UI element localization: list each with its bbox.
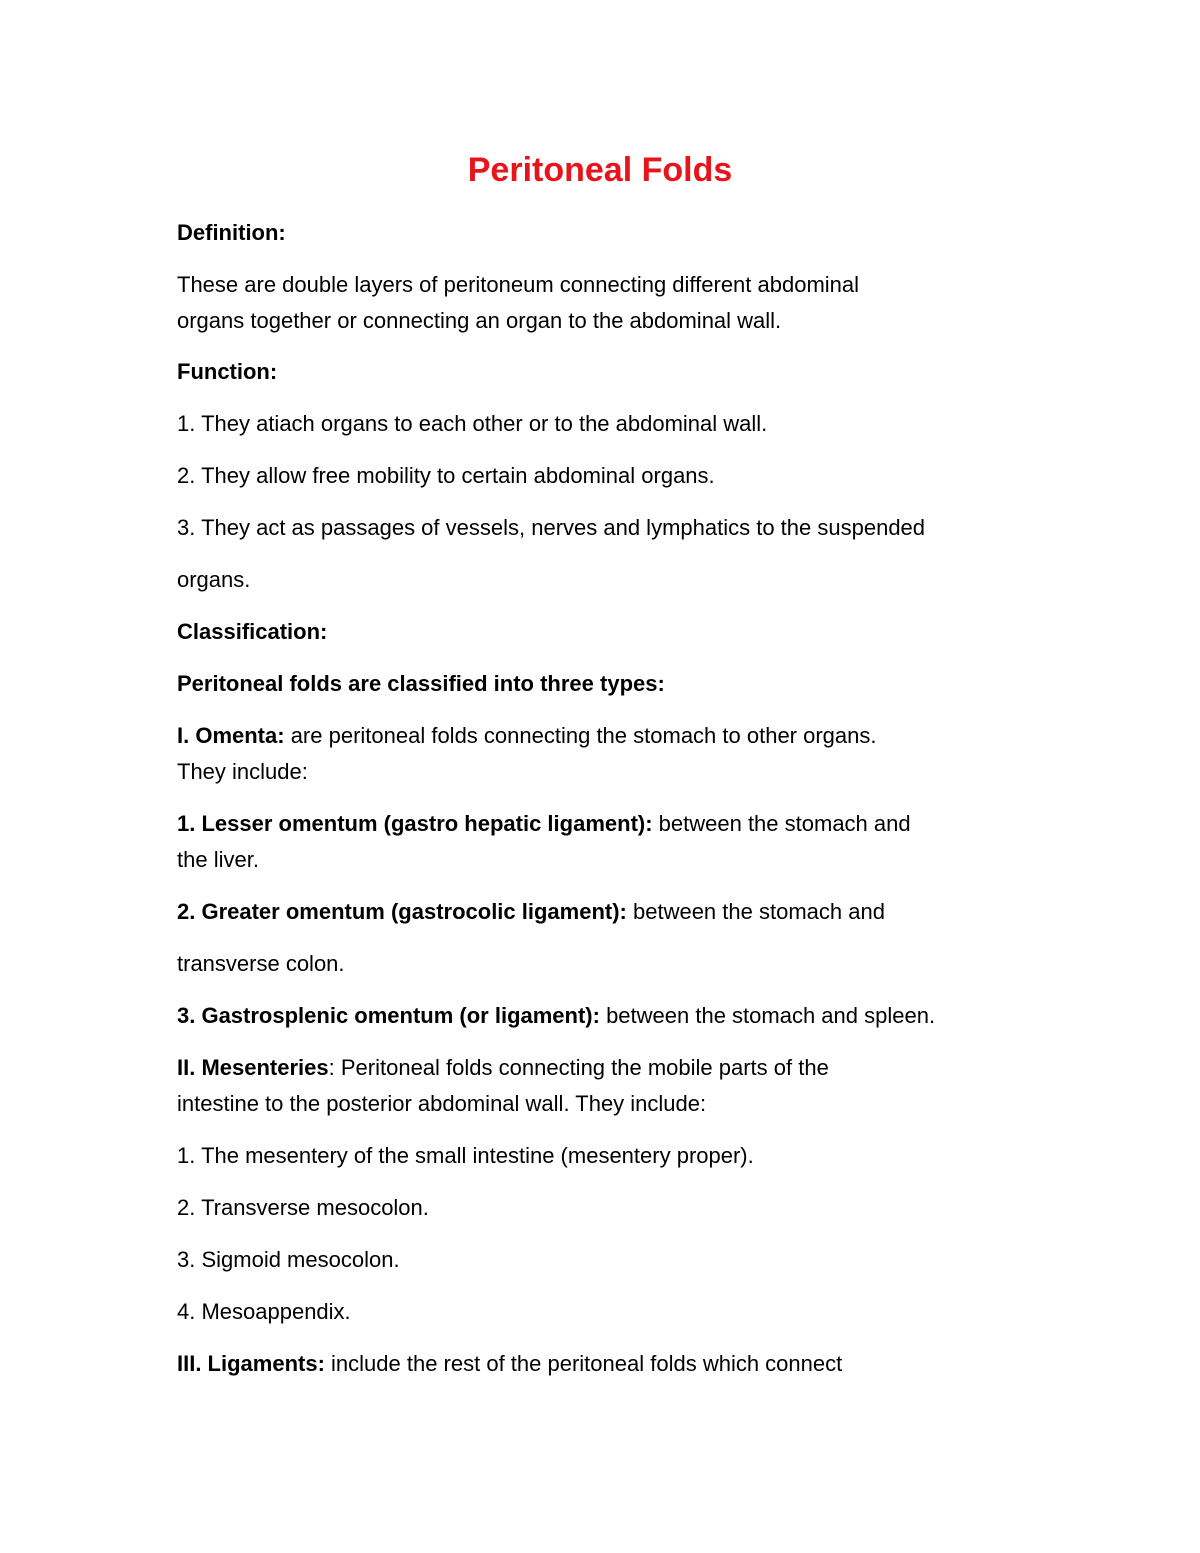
greater-omentum-label: 2. Greater omentum (gastrocolic ligament):: [177, 899, 627, 924]
omenta-item-2: [177, 897, 885, 927]
omenta-item-3: [177, 1001, 935, 1031]
definition-heading: Definition:: [177, 220, 286, 245]
lesser-omentum-text: between the stomach and: [652, 811, 911, 836]
mesenteries-line1: [177, 1053, 829, 1083]
function-heading: Function:: [177, 359, 278, 384]
omenta-item-1-line2: the liver.: [177, 847, 259, 872]
mesenteries-item-3: 3. Sigmoid mesocolon.: [177, 1247, 400, 1272]
ligaments-text: include the rest of the peritoneal folds which connect: [324, 1351, 843, 1376]
omenta-item-1: [177, 809, 911, 839]
definition-text-line1: These are double layers of peritoneum connecting different abdominal: [177, 272, 860, 297]
mesenteries-line2: intestine to the posterior abdominal wall. They include:: [177, 1091, 707, 1116]
gastrosplenic-omentum-label: 3. Gastrosplenic omentum (or ligament):: [177, 1003, 600, 1028]
ligaments-line1: [177, 1349, 842, 1379]
omenta-label: I. Omenta:: [177, 723, 285, 748]
omenta-item-2-line2: transverse colon.: [177, 951, 345, 976]
mesenteries-text: : Peritoneal folds connecting the mobile parts of the: [328, 1055, 829, 1080]
mesenteries-item-1: 1. The mesentery of the small intestine (mesentery proper).: [177, 1143, 754, 1168]
lesser-omentum-label: 1. Lesser omentum (gastro hepatic ligament):: [177, 811, 653, 836]
definition-text-line2: organs together or connecting an organ to the abdominal wall.: [177, 308, 782, 333]
mesenteries-item-4: 4. Mesoappendix.: [177, 1299, 351, 1324]
classification-intro: Peritoneal folds are classified into three types:: [177, 671, 665, 696]
function-item-2: 2. They allow free mobility to certain abdominal organs.: [177, 463, 715, 488]
omenta-line1: [177, 721, 877, 751]
mesenteries-item-2: 2. Transverse mesocolon.: [177, 1195, 429, 1220]
function-item-3-line2: organs.: [177, 567, 251, 592]
classification-heading: Classification:: [177, 619, 328, 644]
function-item-1: 1. They atiach organs to each other or to the abdominal wall.: [177, 411, 768, 436]
gastrosplenic-omentum-text: between the stomach and spleen.: [599, 1003, 936, 1028]
page-title: Peritoneal Folds: [467, 151, 733, 189]
greater-omentum-text: between the stomach and: [626, 899, 885, 924]
ligaments-label: III. Ligaments:: [177, 1351, 325, 1376]
mesenteries-label: II. Mesenteries: [177, 1055, 329, 1080]
function-item-3-line1: 3. They act as passages of vessels, nerves and lymphatics to the suspended: [177, 515, 926, 540]
omenta-line2: They include:: [177, 759, 308, 784]
omenta-text: are peritoneal folds connecting the stomach to other organs.: [284, 723, 877, 748]
